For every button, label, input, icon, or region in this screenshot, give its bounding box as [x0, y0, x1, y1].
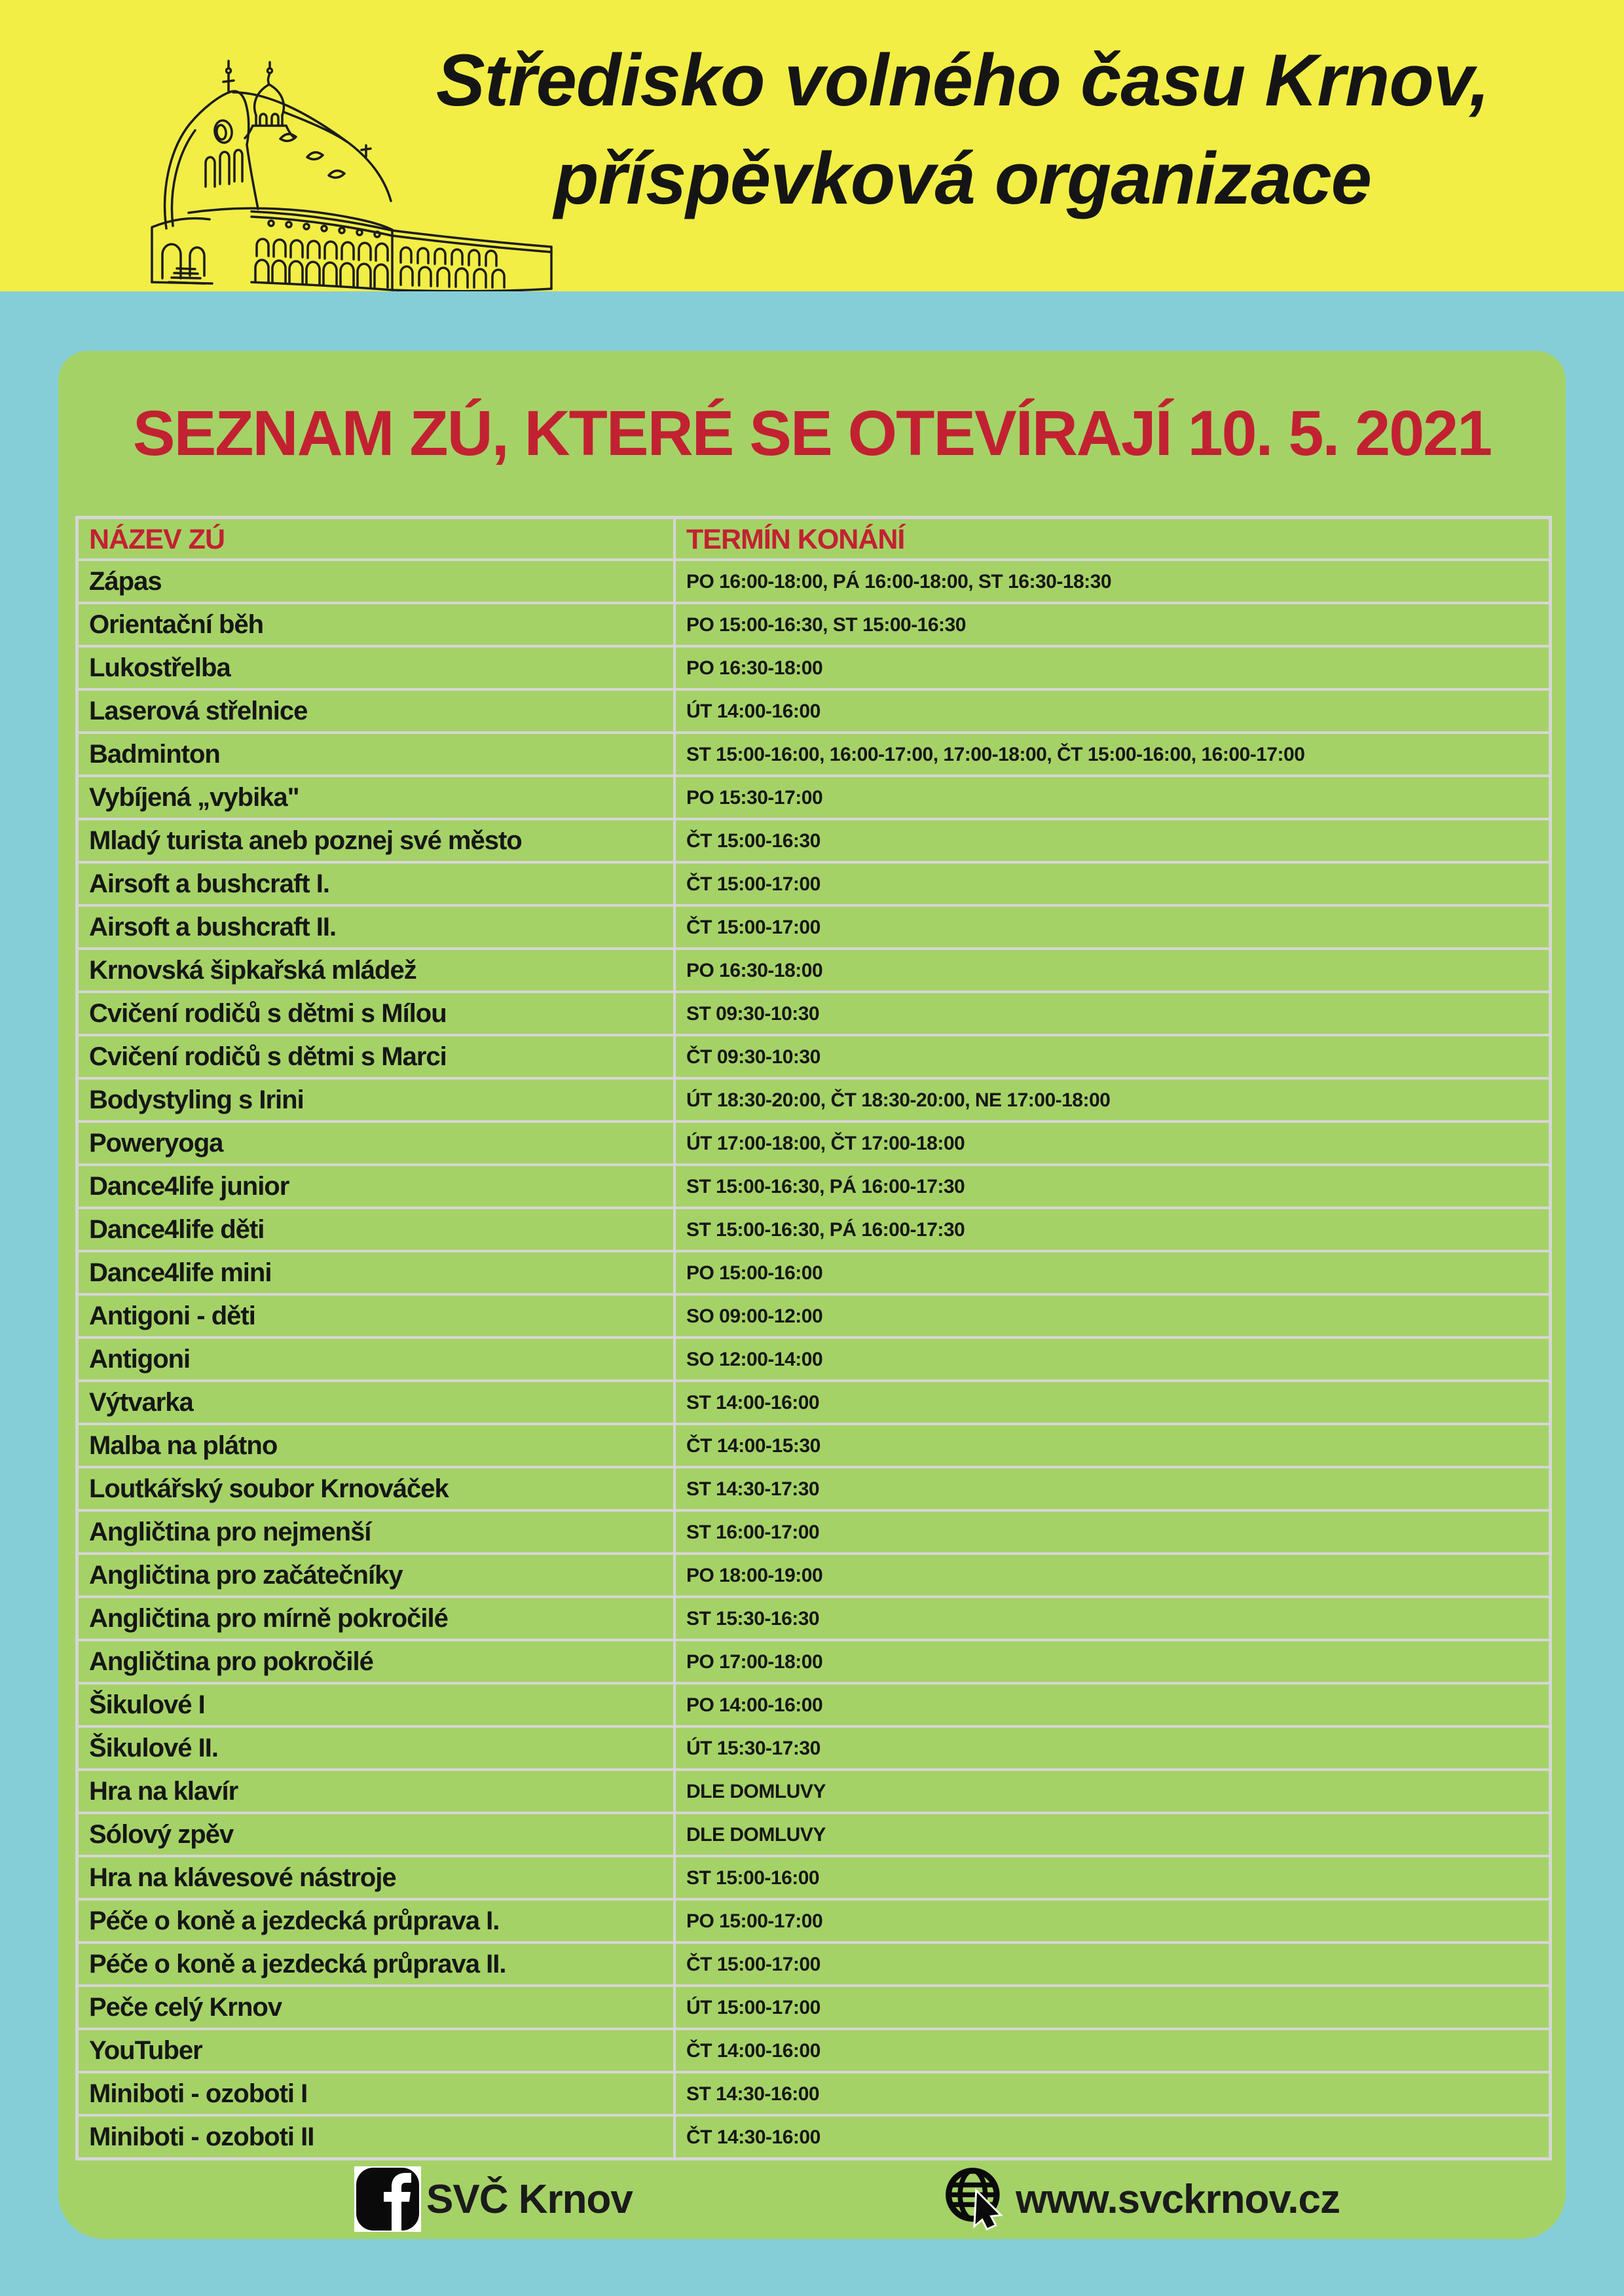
table-row: [79, 1466, 1549, 1509]
activity-name: Laserová střelnice: [79, 691, 676, 731]
activity-name: Krnovská šipkařská mládež: [79, 950, 676, 991]
activity-name: Angličtina pro mírně pokročilé: [79, 1598, 676, 1639]
activity-time: PO 17:00-18:00: [686, 1651, 823, 1673]
table-row: [79, 1768, 1549, 1812]
org-title: [393, 31, 1532, 228]
org-title-line2: příspěvková organizace: [554, 137, 1371, 219]
activity-time: ČT 14:30-16:00: [686, 2126, 821, 2148]
column-header-time: TERMÍN KONÁNÍ: [686, 524, 905, 555]
table-row: [79, 1725, 1549, 1768]
table-row: [79, 1077, 1549, 1120]
activity-name: Angličtina pro nejmenší: [79, 1512, 676, 1552]
activity-time: PO 15:30-17:00: [686, 787, 823, 809]
activity-time: ST 15:30-16:30: [686, 1608, 820, 1630]
activity-name: Miniboti - ozoboti I: [79, 2073, 676, 2114]
activity-time: ST 16:00-17:00: [686, 1522, 820, 1543]
activity-time: PO 16:30-18:00: [686, 960, 823, 981]
table-row: [79, 1379, 1549, 1423]
website-label: www.svckrnov.cz: [1016, 2176, 1340, 2222]
activity-name: Badminton: [79, 734, 676, 774]
column-header-name: NÁZEV ZÚ: [79, 519, 676, 558]
table-row: [79, 1293, 1549, 1336]
activity-time: ÚT 15:30-17:30: [686, 1738, 821, 1759]
activity-name: Zápas: [79, 561, 676, 602]
activity-time: ST 14:30-16:00: [686, 2083, 820, 2105]
activity-name: Dance4life děti: [79, 1209, 676, 1250]
activity-time: ST 15:00-16:30, PÁ 16:00-17:30: [686, 1176, 965, 1197]
activity-name: Malba na plátno: [79, 1425, 676, 1466]
activity-time: PO 15:00-16:00: [686, 1262, 823, 1284]
table-row: [79, 1207, 1549, 1250]
activity-name: Výtvarka: [79, 1382, 676, 1423]
activity-name: Antigoni: [79, 1339, 676, 1379]
activity-time: ST 15:00-16:00: [686, 1867, 820, 1889]
header-band: [0, 0, 1624, 291]
activity-time: ČT 09:30-10:30: [686, 1046, 821, 1068]
table-row: [79, 2114, 1549, 2157]
activity-name: Orientační běh: [79, 604, 676, 645]
activity-time: ČT 15:00-16:30: [686, 830, 821, 852]
table-row: [79, 2071, 1549, 2114]
facebook-contact: [354, 2159, 633, 2239]
table-row: [79, 1639, 1549, 1682]
activity-name: Hra na klavír: [79, 1771, 676, 1812]
activity-time: ÚT 14:00-16:00: [686, 701, 821, 722]
facebook-icon: [354, 2166, 421, 2232]
table-row: [79, 1034, 1549, 1077]
org-title-line1: Středisko volného času Krnov,: [436, 39, 1489, 121]
activity-time: PO 16:00-18:00, PÁ 16:00-18:00, ST 16:30-18:30: [686, 571, 1112, 592]
table-row: [79, 1509, 1549, 1552]
activity-time: ČT 14:00-16:00: [686, 2040, 821, 2062]
table-row: [79, 1898, 1549, 1941]
activity-name: Dance4life junior: [79, 1166, 676, 1207]
activity-name: Vybíjená „vybika": [79, 777, 676, 818]
activity-name: Péče o koně a jezdecká průprava II.: [79, 1944, 676, 1984]
activity-time: ČT 14:00-15:30: [686, 1435, 821, 1457]
activity-name: Cvičení rodičů s dětmi s Mílou: [79, 993, 676, 1034]
activity-name: Šikulové I: [79, 1685, 676, 1725]
activity-time: ST 15:00-16:00, 16:00-17:00, 17:00-18:00, ČT 15:00-16:00, 16:00-17:00: [686, 744, 1305, 765]
activity-name: Bodystyling s Irini: [79, 1080, 676, 1120]
table-row: [79, 774, 1549, 818]
activity-name: Miniboti - ozoboti II: [79, 2117, 676, 2157]
activity-name: Cvičení rodičů s dětmi s Marci: [79, 1036, 676, 1077]
activity-time: PO 14:00-16:00: [686, 1694, 823, 1716]
activity-time: ČT 15:00-17:00: [686, 917, 821, 938]
activity-time: ÚT 18:30-20:00, ČT 18:30-20:00, NE 17:00-18:00: [686, 1089, 1111, 1111]
table-row: [79, 731, 1549, 774]
activity-name: Angličtina pro pokročilé: [79, 1641, 676, 1682]
table-header-row: [79, 519, 1549, 558]
table-row: [79, 861, 1549, 904]
content-panel: [58, 351, 1566, 2239]
activity-time: ÚT 17:00-18:00, ČT 17:00-18:00: [686, 1133, 965, 1154]
table-row: [79, 1250, 1549, 1293]
activity-time: ČT 15:00-17:00: [686, 873, 821, 895]
globe-cursor-icon: [944, 2166, 1010, 2232]
table-row: [79, 645, 1549, 688]
activity-name: Peče celý Krnov: [79, 1987, 676, 2028]
table-row: [79, 1336, 1549, 1379]
activity-time: ČT 15:00-17:00: [686, 1954, 821, 1975]
table-row: [79, 904, 1549, 947]
facebook-label: SVČ Krnov: [426, 2176, 633, 2222]
panel-footer: [58, 2159, 1566, 2239]
table-row: [79, 1120, 1549, 1163]
activity-time: ST 09:30-10:30: [686, 1003, 820, 1025]
activity-name: Mladý turista aneb poznej své město: [79, 820, 676, 861]
table-row: [79, 1163, 1549, 1207]
page-title: SEZNAM ZÚ, KTERÉ SE OTEVÍRAJÍ 10. 5. 2021: [132, 397, 1492, 469]
table-row: [79, 1855, 1549, 1898]
activity-name: Loutkářský soubor Krnováček: [79, 1468, 676, 1509]
activity-name: Hra na klávesové nástroje: [79, 1857, 676, 1898]
activity-time: DLE DOMLUVY: [686, 1781, 826, 1802]
table-row: [79, 1984, 1549, 2028]
activity-time: ST 14:00-16:00: [686, 1392, 820, 1413]
activity-time: PO 16:30-18:00: [686, 657, 823, 679]
activity-name: YouTuber: [79, 2030, 676, 2071]
activity-name: Airsoft a bushcraft II.: [79, 907, 676, 947]
table-row: [79, 991, 1549, 1034]
table-row: [79, 947, 1549, 991]
table-row: [79, 1423, 1549, 1466]
table-row: [79, 2028, 1549, 2071]
table-rows: [79, 558, 1549, 2157]
table-row: [79, 1682, 1549, 1725]
activity-name: Péče o koně a jezdecká průprava I.: [79, 1901, 676, 1941]
table-row: [79, 558, 1549, 602]
table-row: [79, 1595, 1549, 1639]
table-row: [79, 1812, 1549, 1855]
activity-name: Airsoft a bushcraft I.: [79, 864, 676, 904]
activity-time: ST 15:00-16:30, PÁ 16:00-17:30: [686, 1219, 965, 1241]
activity-name: Šikulové II.: [79, 1728, 676, 1768]
activity-time: SO 09:00-12:00: [686, 1305, 823, 1327]
activity-time: DLE DOMLUVY: [686, 1824, 826, 1846]
table-row: [79, 1941, 1549, 1984]
activity-name: Lukostřelba: [79, 647, 676, 688]
activity-name: Sólový zpěv: [79, 1814, 676, 1855]
website-contact: [944, 2159, 1340, 2239]
table-row: [79, 1552, 1549, 1595]
activity-time: ÚT 15:00-17:00: [686, 1997, 821, 2018]
activity-name: Antigoni - děti: [79, 1296, 676, 1336]
activity-time: PO 18:00-19:00: [686, 1565, 823, 1586]
table-row: [79, 688, 1549, 731]
table-row: [79, 602, 1549, 645]
activity-time: PO 15:00-17:00: [686, 1910, 823, 1932]
activity-time: PO 15:00-16:30, ST 15:00-16:30: [686, 614, 966, 636]
activity-name: Dance4life mini: [79, 1252, 676, 1293]
activity-time: SO 12:00-14:00: [686, 1349, 823, 1370]
activity-name: Poweryoga: [79, 1123, 676, 1163]
activity-name: Angličtina pro začátečníky: [79, 1555, 676, 1595]
activities-table: [75, 516, 1552, 2160]
table-row: [79, 818, 1549, 861]
activity-time: ST 14:30-17:30: [686, 1478, 820, 1500]
